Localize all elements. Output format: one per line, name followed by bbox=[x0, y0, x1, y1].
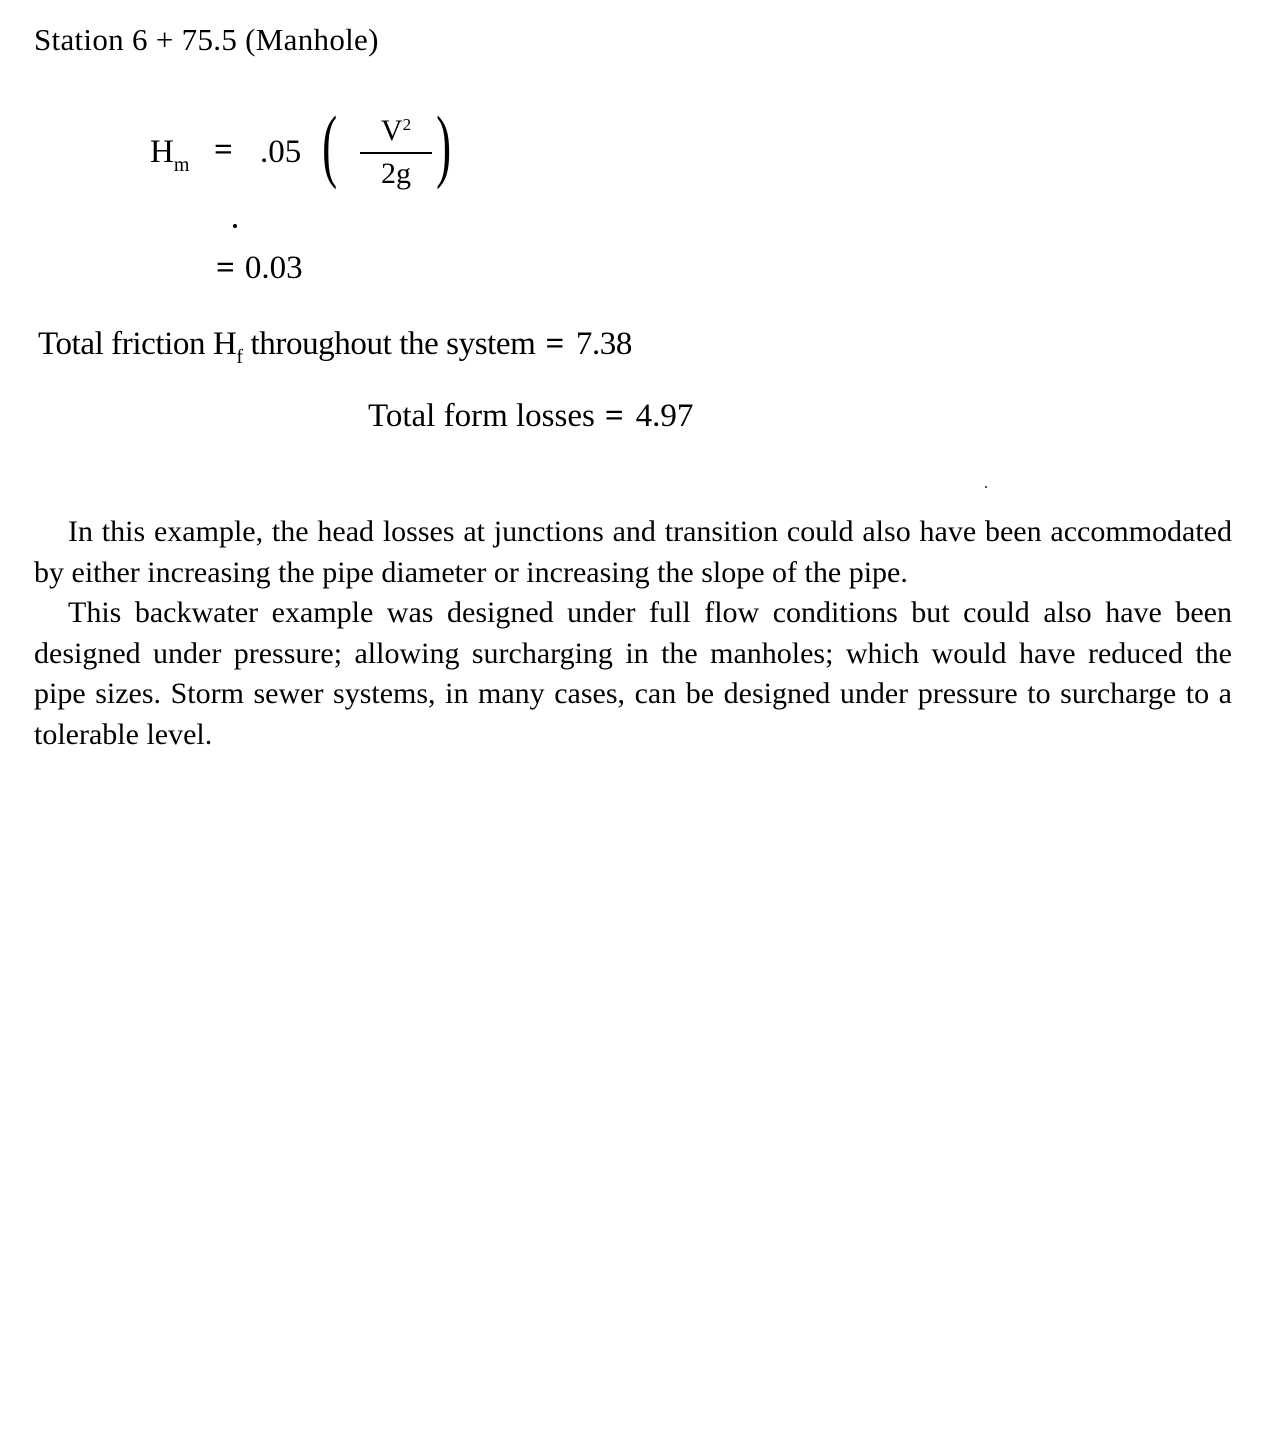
form-losses-label: Total form losses bbox=[368, 398, 595, 434]
friction-subscript: f bbox=[236, 346, 243, 368]
station-heading: Station 6 + 75.5 (Manhole) bbox=[34, 22, 379, 57]
equation-coefficient: .05 bbox=[260, 134, 302, 170]
fraction-denominator: 2g bbox=[381, 157, 411, 190]
right-paren-icon: ) bbox=[436, 99, 452, 190]
equation-equals-sign: = bbox=[214, 132, 233, 168]
body-text bbox=[34, 512, 1232, 755]
velocity-head-fraction bbox=[360, 108, 432, 190]
paragraph: This backwater example was designed under full flow conditions but could also have been designed under pressure; allowing surcharging in the manholes; which would have reduced the pipe sizes. Storm sewer systems, in many cases, can be designed under pressure to surcharge to a tolerable level. bbox=[34, 596, 1232, 751]
equation-result bbox=[216, 250, 303, 287]
result-value: 0.03 bbox=[244, 250, 303, 286]
equation-lhs-subscript: m bbox=[173, 154, 190, 176]
friction-equals-sign: = bbox=[545, 326, 564, 362]
result-equals-sign: = bbox=[216, 250, 235, 286]
friction-label-start: Total friction H bbox=[38, 326, 237, 362]
manhole-loss-equation bbox=[150, 99, 570, 198]
form-losses-equals-sign: = bbox=[604, 398, 624, 434]
paragraph: In this example, the head losses at junctions and transition could also have been accommodated by either increasing the pipe diameter or increasing the slope of the pipe. bbox=[34, 515, 1232, 589]
form-losses-value: 4.97 bbox=[635, 398, 694, 434]
equation-lhs-symbol: H bbox=[150, 134, 174, 170]
friction-label-end: throughout the system bbox=[242, 326, 536, 362]
stray-dot-mark bbox=[233, 224, 237, 228]
fraction-numerator bbox=[360, 108, 432, 148]
friction-value: 7.38 bbox=[575, 326, 632, 362]
total-friction-line bbox=[38, 326, 632, 369]
total-form-losses-line bbox=[368, 398, 693, 435]
numerator-base: V bbox=[380, 114, 403, 147]
numerator-exponent: 2 bbox=[402, 115, 412, 134]
scan-speck-mark bbox=[985, 486, 987, 488]
equation-lhs bbox=[150, 134, 189, 177]
left-paren-icon: ( bbox=[322, 99, 338, 190]
fraction-bar bbox=[360, 152, 432, 154]
